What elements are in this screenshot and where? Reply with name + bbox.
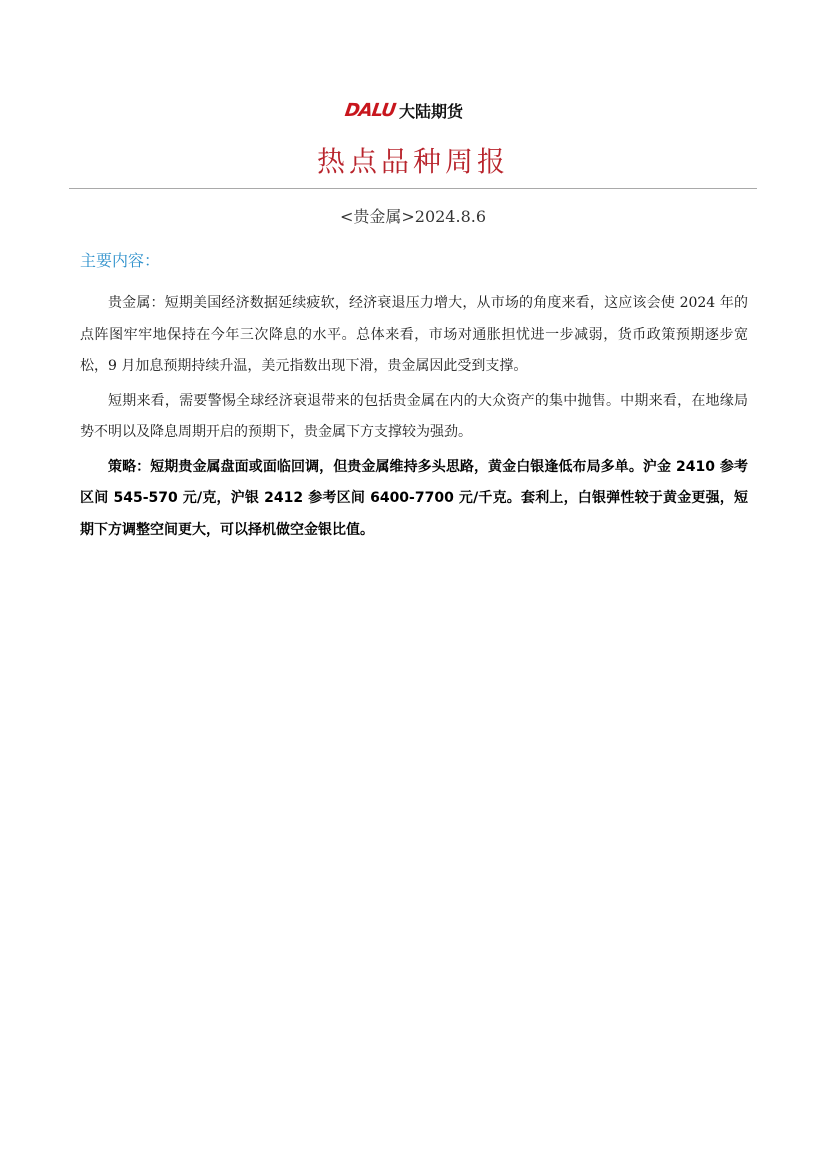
title-divider bbox=[69, 188, 757, 189]
company-logo bbox=[345, 98, 463, 122]
logo-mark: DALU bbox=[343, 99, 397, 121]
paragraph-precious-metals: 贵金属：短期美国经济数据延续疲软，经济衰退压力增大，从市场的角度来看，这应该会使 2024 年的点阵图牢牢地保持在今年三次降息的水平。总体来看，市场对通胀担忧进一步减弱，货币政策预期逐步宽松，9 月加息预期持续升温，美元指数出现下滑，贵金属因此受到支撑。 bbox=[80, 295, 748, 374]
paragraph-short-term-outlook: 短期来看，需要警惕全球经济衰退带来的包括贵金属在内的大众资产的集中抛售。中期来看，在地缘局势不明以及降息周期开启的预期下，贵金属下方支撑较为强劲。 bbox=[80, 392, 748, 440]
section-heading: 主要内容： bbox=[80, 251, 161, 270]
report-title: 热点品种周报 bbox=[316, 145, 509, 178]
report-subtitle: <贵金属>2024.8.6 bbox=[339, 207, 487, 226]
main-content bbox=[80, 288, 748, 549]
paragraph-strategy: 策略：短期贵金属盘面或面临回调，但贵金属维持多头思路，黄金白银逢低布局多单。沪金 2410 参考区间 545-570 元/克，沪银 2412 参考区间 6400-7700 元/千克。套利上，白银弹性较于黄金更强，短期下方调整空间更大，可以择机做空金银比值。 bbox=[80, 458, 748, 538]
logo-name: 大陆期货 bbox=[398, 101, 463, 121]
